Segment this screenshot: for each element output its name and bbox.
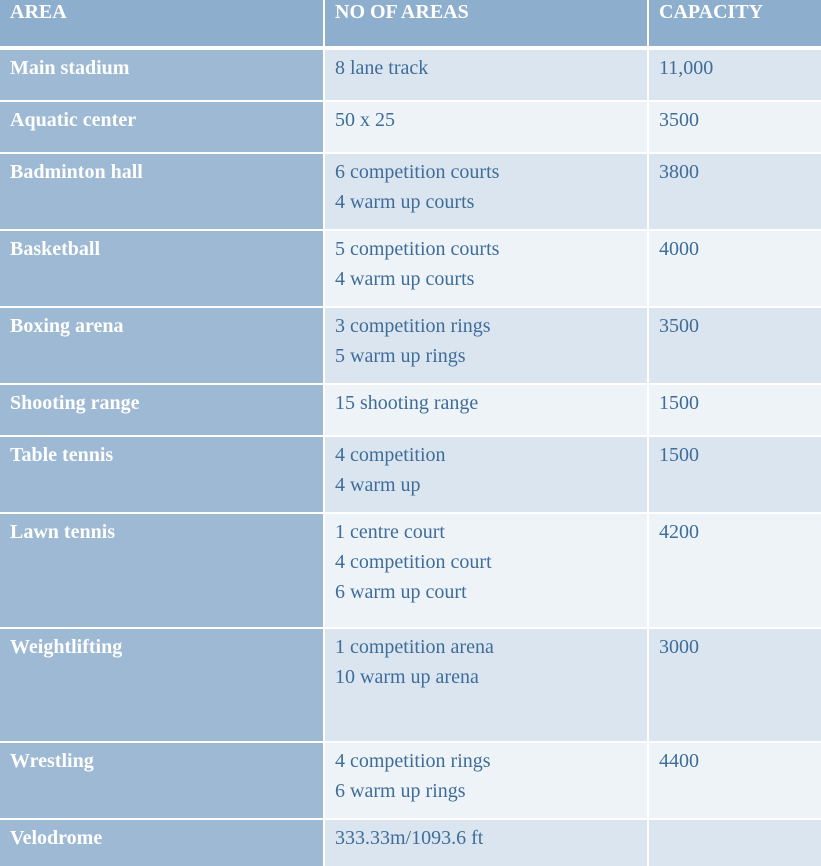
- table-header: [0, 0, 821, 46]
- areas-line: 6 warm up rings: [335, 780, 466, 802]
- capacity-cell: 1500: [649, 437, 821, 512]
- areas-cell: [325, 437, 647, 512]
- areas-line: 10 warm up arena: [335, 666, 479, 688]
- areas-cell: [325, 743, 647, 818]
- areas-line: 4 competition court: [335, 551, 492, 573]
- areas-cell: [325, 308, 647, 383]
- capacity-cell: 4400: [649, 743, 821, 818]
- capacity-cell: 4000: [649, 231, 821, 306]
- areas-line: 6 warm up court: [335, 581, 467, 603]
- areas-line: 8 lane track: [335, 57, 429, 79]
- areas-line: 4 competition: [335, 444, 446, 466]
- areas-cell: [325, 514, 647, 627]
- capacity-cell: 4200: [649, 514, 821, 627]
- table-row: [0, 154, 821, 229]
- areas-line: 5 competition courts: [335, 238, 500, 260]
- areas-line: 6 competition courts: [335, 161, 500, 183]
- areas-cell: [325, 629, 647, 741]
- areas-line: 1 competition arena: [335, 636, 494, 658]
- area-cell: Boxing arena: [0, 308, 323, 383]
- header-capacity: CAPACITY: [649, 0, 821, 46]
- capacity-cell: 3500: [649, 308, 821, 383]
- areas-line: 5 warm up rings: [335, 345, 466, 367]
- areas-line: 4 warm up courts: [335, 268, 475, 290]
- capacity-cell: 3000: [649, 629, 821, 741]
- areas-cell: [325, 154, 647, 229]
- areas-cell: [325, 820, 647, 866]
- area-cell: Velodrome: [0, 820, 323, 866]
- areas-line: 4 warm up courts: [335, 191, 475, 213]
- areas-line: 1 centre court: [335, 521, 445, 543]
- table-row: [0, 743, 821, 818]
- areas-line: 3 competition rings: [335, 315, 491, 337]
- capacity-cell: 11,000: [649, 50, 821, 100]
- area-cell: Shooting range: [0, 385, 323, 435]
- header-no-of-areas: NO OF AREAS: [325, 0, 647, 46]
- table-row: [0, 514, 821, 627]
- area-cell: Lawn tennis: [0, 514, 323, 627]
- area-cell: Main stadium: [0, 50, 323, 100]
- table-row: [0, 231, 821, 306]
- area-cell: Table tennis: [0, 437, 323, 512]
- table-row: [0, 629, 821, 741]
- capacity-cell: 3500: [649, 102, 821, 152]
- capacity-cell: 3800: [649, 154, 821, 229]
- areas-cell: [325, 385, 647, 435]
- area-cell: Badminton hall: [0, 154, 323, 229]
- areas-line: 15 shooting range: [335, 392, 479, 414]
- areas-cell: [325, 102, 647, 152]
- areas-line: 4 warm up: [335, 474, 421, 496]
- areas-line: 4 competition rings: [335, 750, 491, 772]
- area-cell: Wrestling: [0, 743, 323, 818]
- areas-line: 50 x 25: [335, 109, 395, 131]
- capacity-cell: 1500: [649, 385, 821, 435]
- header-area: AREA: [0, 0, 323, 46]
- areas-line: 333.33m/1093.6 ft: [335, 827, 484, 849]
- area-cell: Basketball: [0, 231, 323, 306]
- area-cell: Aquatic center: [0, 102, 323, 152]
- capacity-cell: [649, 820, 821, 866]
- areas-cell: [325, 50, 647, 100]
- table-row: [0, 820, 821, 866]
- area-cell: Weightlifting: [0, 629, 323, 741]
- table-row: [0, 102, 821, 152]
- table-row: [0, 50, 821, 100]
- table-row: [0, 437, 821, 512]
- table-row: [0, 308, 821, 383]
- areas-cell: [325, 231, 647, 306]
- table-row: [0, 385, 821, 435]
